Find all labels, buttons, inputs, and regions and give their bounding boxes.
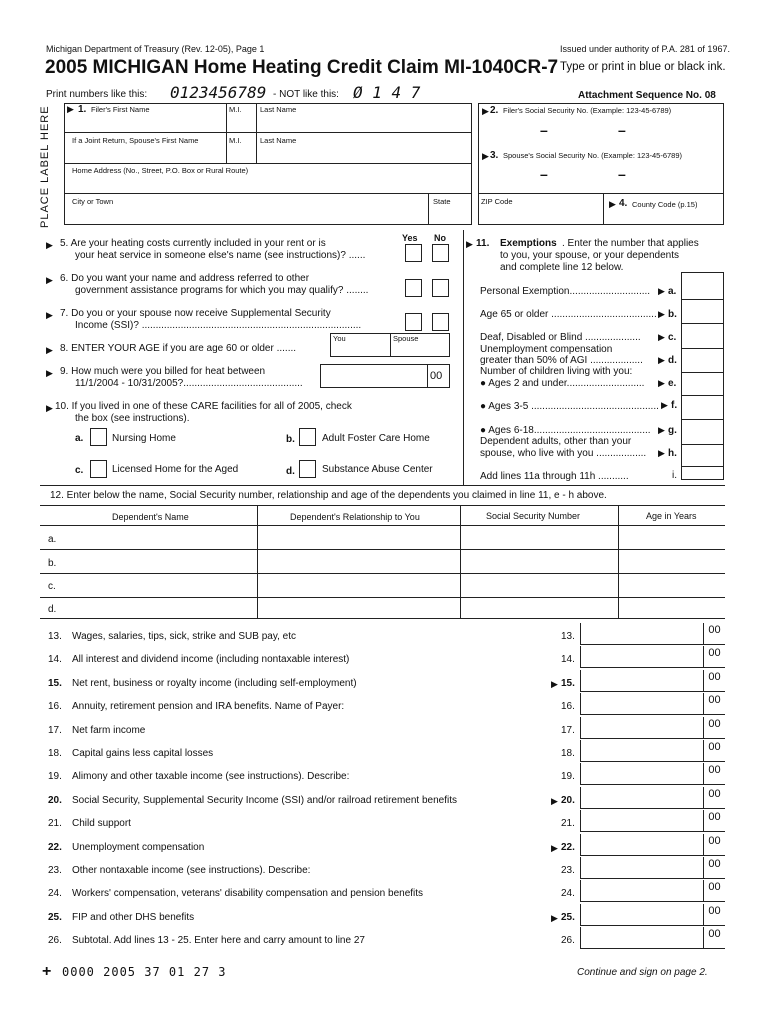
income-line-number: 24. [48,888,62,900]
arrow-3-icon: ▶ [482,151,489,161]
arrow-1-icon: ▶ [67,104,74,114]
age-spouse-label: Spouse [393,334,419,343]
substance-abuse-label: Substance Abuse Center [322,464,433,475]
arrow-11b-icon: ▶ [658,309,665,319]
amount-cents: 00 [703,787,725,809]
amount-cents: 00 [703,670,725,692]
q7-line1: 7. Do you or your spouse now receive Supplemental Security [60,308,331,319]
income-line-label: All interest and dividend income (including nontaxable interest) [72,654,350,666]
yes-header: Yes [402,233,418,243]
income-line-ref: 16. [561,701,575,713]
spouse-mi-label: M.I. [229,136,242,145]
arrow-11g-icon: ▶ [658,425,665,435]
dependent-row-a: a. [48,534,57,545]
income-line-number: 18. [48,748,62,759]
filer-ssn-dash-1: – [540,122,548,138]
amount-field-18[interactable] [580,740,725,762]
arrow-line-25-icon: ▶ [551,912,558,923]
q10-line1: 10. If you lived in one of these CARE facilities for all of 2005, check [55,401,352,412]
ages-2-under-label: ● Ages 2 and under............................ [480,378,645,389]
income-line-number: 14. [48,654,62,666]
income-line-ref: 26. [561,935,575,947]
amount-cents: 00 [703,904,725,926]
page-title: 2005 MICHIGAN Home Heating Credit Claim MI-1040CR-7 [45,57,559,78]
spouse-ssn-dash-2: – [618,166,626,182]
q10-a-label: a. [75,433,84,444]
continue-note: Continue and sign on page 2. [577,967,708,978]
income-line-label: Workers' compensation, veterans' disability compensation and pension benefits [72,888,424,900]
amount-cents: 00 [703,717,725,739]
licensed-home-checkbox[interactable] [90,460,107,478]
amount-field-14[interactable] [580,646,725,668]
county-code-label: County Code (p.15) [632,200,698,209]
income-line-number: 23. [48,865,62,876]
line11i-letter: i. [672,470,677,481]
income-line-ref: 21. [561,818,575,830]
first-name-label: Filer's First Name [91,105,150,114]
nursing-home-checkbox[interactable] [90,428,107,446]
col-age: Age in Years [646,511,697,521]
amount-field-21[interactable] [580,810,725,832]
amount-cents: 00 [703,623,725,645]
income-line-number: 20. [48,794,62,806]
amount-field-16[interactable] [580,693,725,715]
income-line-label: Unemployment compensation [72,841,205,853]
line11h-letter: h. [668,448,677,459]
amount-field-23[interactable] [580,857,725,879]
income-line-number: 19. [48,771,62,783]
amount-cents: 00 [703,646,725,668]
arrow-2-icon: ▶ [482,106,489,116]
children-living-label: Number of children living with you: [480,366,633,377]
line3-number: 3. [490,150,499,161]
line11f-letter: f. [671,400,678,411]
arrow-11-icon: ▶ [466,239,473,249]
identity-box [64,103,472,225]
line11b-letter: b. [668,309,677,320]
income-line-label: Annuity, retirement pension and IRA benefits. Name of Payer: [72,701,345,713]
amount-cents: 00 [703,927,725,949]
q5-no-checkbox[interactable] [432,244,449,262]
spouse-ssn-label: Spouse's Social Security No. (Example: 123-45-6789) [503,151,683,160]
city-label: City or Town [72,197,114,206]
amount-field-22[interactable] [580,834,725,856]
line11a-letter: a. [668,286,677,297]
dependents-instruction: 12. Enter below the name, Social Security number, relationship and age of the dependents you claimed in line 11, e - h above. [50,490,607,501]
arrow-7-icon: ▶ [46,310,53,320]
unemployment-label-1: Unemployment compensation [480,344,613,355]
q5-yes-checkbox[interactable] [405,244,422,262]
amount-field-15[interactable] [580,670,725,692]
income-line-number: 15. [48,677,62,689]
sample-bad-digits: Ø 1 4 7 [353,83,421,102]
line4-number: 4. [619,198,628,209]
arrow-6-icon: ▶ [46,275,53,285]
q9-line1: 9. How much were you billed for heat between [60,366,266,377]
adult-foster-checkbox[interactable] [299,428,316,446]
filer-ssn-dash-2: – [618,122,626,138]
dependent-row-c: c. [48,581,56,592]
personal-exemption-label: Personal Exemption............................. [480,286,651,297]
col-relationship: Dependent's Relationship to You [290,512,420,522]
line11g-letter: g. [668,425,677,436]
q10-line2: the box (see instructions). [75,413,190,424]
income-line-ref: 22. [561,841,575,853]
arrow-11a-icon: ▶ [658,286,665,296]
print-numbers-label: Print numbers like this: [46,89,148,100]
dependent-adults-label-2: spouse, who live with you .................. [480,448,647,459]
last-name-label: Last Name [260,105,297,114]
amount-field-24[interactable] [580,880,725,902]
sample-good-digits: 0123456789 [170,83,267,102]
income-line-number: 16. [48,701,62,713]
exemptions-instr-2: to you, your spouse, or your dependents [500,250,680,261]
income-line-label: Social Security, Supplemental Security Income (SSI) and/or railroad retirement benefits [72,794,457,806]
place-label-text: PLACE LABEL HERE [39,105,51,228]
nursing-home-label: Nursing Home [112,433,176,444]
no-header: No [434,233,446,243]
income-line-label: Alimony and other taxable income (see instructions). Describe: [72,771,350,783]
arrow-11c-icon: ▶ [658,332,665,342]
amount-cents: 00 [703,880,725,902]
q6-no-checkbox[interactable] [432,279,449,297]
attachment-sequence: Attachment Sequence No. 08 [578,90,716,101]
unemployment-label-2: greater than 50% of AGI ................... [480,355,643,366]
arrow-line-22-icon: ▶ [551,842,558,853]
income-line-ref: 19. [561,771,575,783]
authority-note: Issued under authority of P.A. 281 of 1967. [560,44,730,54]
arrow-11h-icon: ▶ [658,448,665,458]
arrow-line-15-icon: ▶ [551,678,558,689]
q8-text: 8. ENTER YOUR AGE if you are age 60 or older ....... [60,343,297,354]
income-line-number: 26. [48,935,62,947]
income-line-label: FIP and other DHS benefits [72,911,195,923]
q10-d-label: d. [286,466,295,477]
income-line-label: Capital gains less capital losses [72,748,214,759]
amount-cents: 00 [703,693,725,715]
add-lines-label: Add lines 11a through 11h ........... [480,471,629,482]
income-line-label: Other nontaxable income (see instructions). Describe: [72,865,311,876]
deaf-label: Deaf, Disabled or Blind .................... [480,332,641,343]
spouse-last-name-label: Last Name [260,136,297,145]
income-line-label: Wages, salaries, tips, sick, strike and SUB pay, etc [72,631,296,642]
dept-revision: Michigan Department of Treasury (Rev. 12-05), Page 1 [46,44,265,54]
arrow-5-icon: ▶ [46,240,53,250]
amount-field-19[interactable] [580,763,725,785]
spouse-ssn-dash-1: – [540,166,548,182]
ink-instruction: Type or print in blue or black ink. [560,61,726,73]
income-line-ref: 24. [561,888,575,900]
age-you-label: You [333,334,346,343]
arrow-10-icon: ▶ [46,403,53,413]
amount-cents: 00 [703,857,725,879]
amount-field-25[interactable] [580,904,725,926]
income-line-ref: 14. [561,654,575,666]
q5-line2: your heat service in someone else's name (see instructions)? ...... [75,250,366,261]
mi-label: M.I. [229,105,242,114]
line1-number: 1. [78,104,87,115]
q6-line2: government assistance programs for which you may qualify? ........ [75,285,369,296]
not-like-label: - NOT like this: [273,89,339,100]
heat-bill-cents: 00 [430,370,443,382]
amount-cents: 00 [703,740,725,762]
arrow-9-icon: ▶ [46,368,53,378]
arrow-11d-icon: ▶ [658,355,665,365]
line11e-letter: e. [668,378,677,389]
q10-c-label: c. [75,465,84,476]
arrow-8-icon: ▶ [46,345,53,355]
income-line-number: 13. [48,631,62,642]
form-scan-code: 0000 2005 37 01 27 3 [62,965,227,979]
dependent-adults-label-1: Dependent adults, other than your [480,436,632,447]
exemptions-instr-1: . Enter the number that applies [562,238,699,249]
q7-yes-checkbox[interactable] [405,313,422,331]
income-line-label: Child support [72,818,131,830]
q9-line2: 11/1/2004 - 10/31/2005?........................................... [75,378,303,389]
arrow-4-icon: ▶ [609,199,616,209]
amount-field-17[interactable] [580,717,725,739]
q5-line1: 5. Are your heating costs currently included in your rent or is [60,238,326,249]
ages-6-18-label: ● Ages 6-18.......................................... [480,425,651,436]
amount-cents: 00 [703,763,725,785]
age65-label: Age 65 or older ...................................... [480,309,657,320]
exemptions-title: Exemptions [500,238,557,249]
line11-number: 11. [476,238,490,249]
col-dependent-name: Dependent's Name [112,512,189,522]
income-line-number: 25. [48,911,62,923]
q7-no-checkbox[interactable] [432,313,449,331]
income-line-number: 21. [48,818,62,830]
income-line-label: Net rent, business or royalty income (including self-employment) [72,677,357,689]
arrow-11e-icon: ▶ [658,378,665,388]
ages-3-5-label: ● Ages 3-5 .............................................. [480,401,659,412]
line2-number: 2. [490,105,499,116]
income-line-ref: 23. [561,865,575,876]
income-line-ref: 15. [561,677,575,689]
licensed-home-label: Licensed Home for the Aged [112,464,239,475]
q6-yes-checkbox[interactable] [405,279,422,297]
amount-field-26[interactable] [580,927,725,949]
plus-mark: + [42,963,52,980]
filer-ssn-label: Filer's Social Security No. (Example: 123-45-6789) [503,106,672,115]
amount-field-13[interactable] [580,623,725,645]
adult-foster-label: Adult Foster Care Home [322,433,430,444]
substance-abuse-checkbox[interactable] [299,460,316,478]
exemption-count-column [681,272,724,480]
q6-line1: 6. Do you want your name and address referred to other [60,273,310,284]
amount-field-20[interactable] [580,787,725,809]
state-label: State [433,197,451,206]
income-line-ref: 18. [561,748,575,759]
income-line-ref: 20. [561,794,575,806]
income-line-ref: 17. [561,724,575,736]
home-address-label: Home Address (No., Street, P.O. Box or Rural Route) [72,166,249,175]
arrow-11f-icon: ▶ [661,400,668,410]
income-line-number: 22. [48,841,62,853]
spouse-first-name-label: If a Joint Return, Spouse's First Name [72,136,199,145]
dependent-row-d: d. [48,604,57,615]
line11d-letter: d. [668,355,677,366]
income-line-label: Net farm income [72,724,146,736]
zip-label: ZIP Code [481,197,513,206]
income-line-ref: 25. [561,911,575,923]
col-ssn: Social Security Number [486,511,581,521]
amount-cents: 00 [703,834,725,856]
amount-cents: 00 [703,810,725,832]
exemptions-instr-3: and complete line 12 below. [500,262,624,273]
q7-line2: Income (SSI)? ............................................................................... [75,320,362,331]
income-line-number: 17. [48,724,62,736]
dependent-row-b: b. [48,558,57,569]
line11c-letter: c. [668,332,677,343]
income-line-ref: 13. [561,631,575,642]
income-line-label: Subtotal. Add lines 13 - 25. Enter here and carry amount to line 27 [72,935,365,947]
arrow-line-20-icon: ▶ [551,795,558,806]
q10-b-label: b. [286,434,295,445]
